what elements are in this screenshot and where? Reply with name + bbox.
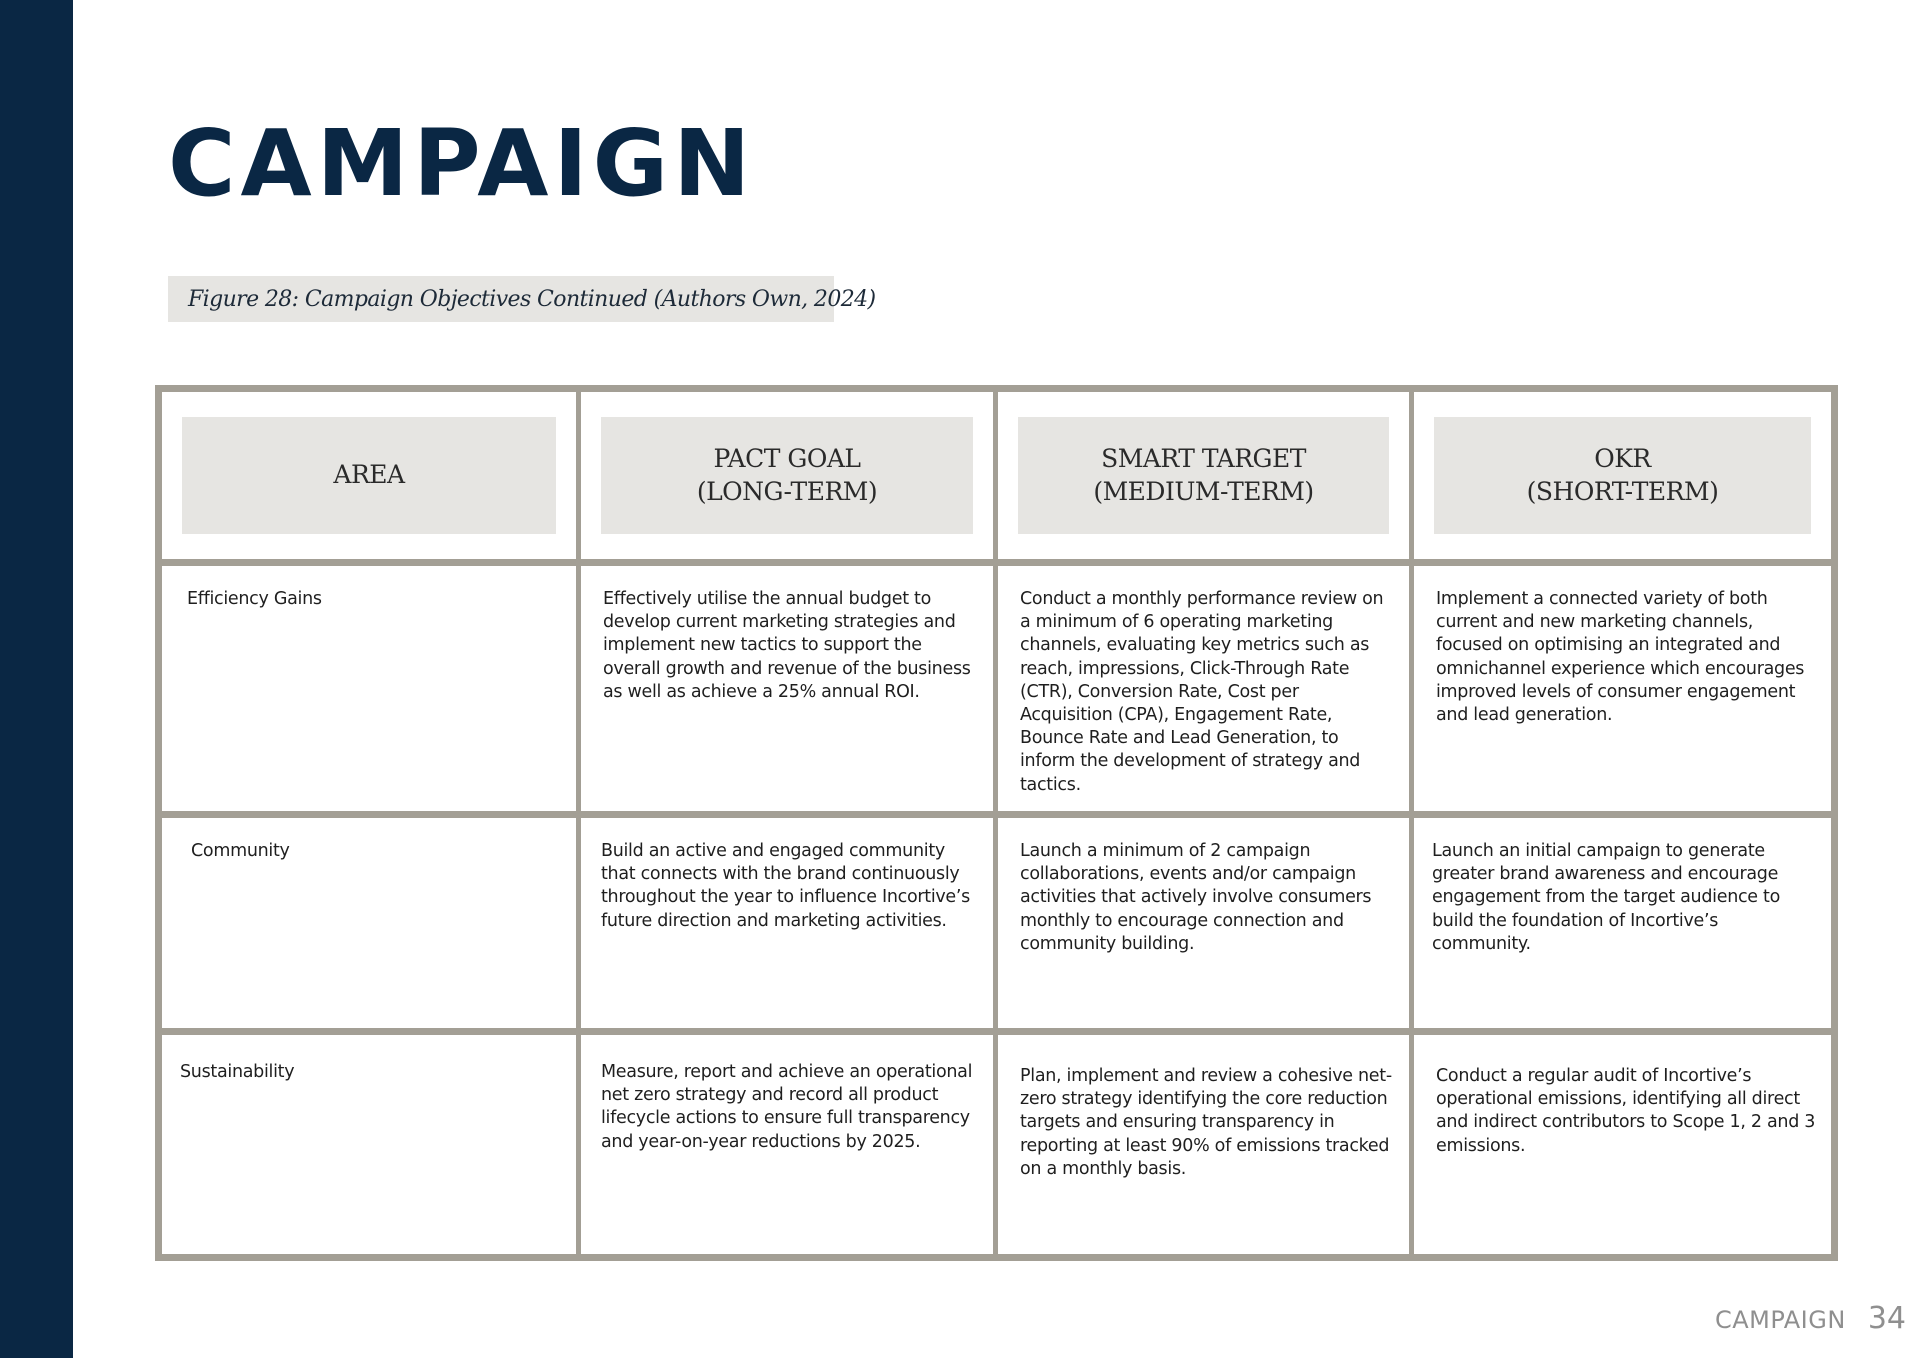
header-smart-line2: (MEDIUM-TERM) — [1093, 476, 1314, 506]
pact-goal-text: Effectively utilise the annual budget to develop current marketing strategies and implement new tactics to support the overall growth and revenue of the business as well as achieve a 25% annual ROI. — [603, 589, 971, 702]
area-label: Efficiency Gains — [187, 589, 322, 609]
okr-text: Launch an initial campaign to generate greater brand awareness and encourage engagement from the target audience to build the foundation of Incortive’s community. — [1432, 841, 1780, 954]
table-row-1-smart — [998, 566, 1409, 811]
table-row-1-okr — [1414, 566, 1831, 811]
header-cell-pact-goal — [581, 392, 993, 559]
table-row-1-pact — [581, 566, 993, 811]
area-label: Sustainability — [180, 1062, 295, 1082]
header-pact-line2: (LONG-TERM) — [696, 476, 878, 506]
objectives-table — [155, 385, 1838, 1261]
pact-goal-text: Measure, report and achieve an operational net zero strategy and record all product lifecycle actions to ensure full transparency and year-on-year reductions by 2025. — [601, 1062, 973, 1152]
table-row-3-pact — [581, 1035, 993, 1254]
page-number: 34 — [1867, 1301, 1906, 1336]
area-label: Community — [191, 841, 290, 861]
header-cell-okr — [1414, 392, 1831, 559]
table-row-3-area — [162, 1035, 576, 1254]
header-okr-line2: (SHORT-TERM) — [1526, 476, 1719, 506]
pact-goal-text: Build an active and engaged community that connects with the brand continuously throughout the year to influence Incortive’s future direction and marketing activities. — [601, 841, 970, 931]
table-row-2-okr — [1414, 818, 1831, 1028]
header-label-area — [182, 417, 556, 534]
okr-text: Conduct a regular audit of Incortive’s operational emissions, identifying all direct and indirect contributors to Scope 1, 2 and 3 emissions. — [1436, 1066, 1816, 1156]
smart-target-text: Conduct a monthly performance review on a minimum of 6 operating marketing channels, evaluating key metrics such as reach, impressions, Click-Through Rate (CTR), Conversion Rate, Cost per Acquisition (CPA), Engagement Rate, Bounce Rate and Lead Generation, to inform the development of strategy and tactics. — [1020, 589, 1384, 795]
table-row-3-okr — [1414, 1035, 1831, 1254]
table-row-1-area — [162, 566, 576, 811]
header-label-okr — [1434, 417, 1811, 534]
table-row-2-area — [162, 818, 576, 1028]
table-row-2-pact — [581, 818, 993, 1028]
header-area-line1: AREA — [333, 460, 405, 490]
footer-section-label: CAMPAIGN — [1714, 1306, 1846, 1334]
header-smart-line1: SMART TARGET — [1101, 444, 1306, 473]
header-label-pact-goal — [601, 417, 973, 534]
figure-caption: Figure 28: Campaign Objectives Continued (Authors Own, 2024) — [168, 276, 834, 322]
table-row-2-smart — [998, 818, 1409, 1028]
page-footer — [1715, 1301, 1906, 1336]
header-pact-line1: PACT GOAL — [713, 444, 861, 473]
smart-target-text: Plan, implement and review a cohesive net-zero strategy identifying the core reduction targets and ensuring transparency in reporting at least 90% of emissions tracked on a monthly basis. — [1020, 1066, 1392, 1179]
smart-target-text: Launch a minimum of 2 campaign collaborations, events and/or campaign activities that actively involve consumers monthly to encourage connection and community building. — [1020, 841, 1372, 954]
sidebar-band — [0, 0, 73, 1358]
header-okr-line1: OKR — [1594, 444, 1651, 473]
header-cell-area — [162, 392, 576, 559]
okr-text: Implement a connected variety of both current and new marketing channels, focused on optimising an integrated and omnichannel experience which encourages improved levels of consumer engagement and lead generation. — [1436, 589, 1805, 726]
page-title: CAMPAIGN — [168, 110, 756, 217]
table-row-3-smart — [998, 1035, 1409, 1254]
header-cell-smart-target — [998, 392, 1409, 559]
header-label-smart-target — [1018, 417, 1389, 534]
